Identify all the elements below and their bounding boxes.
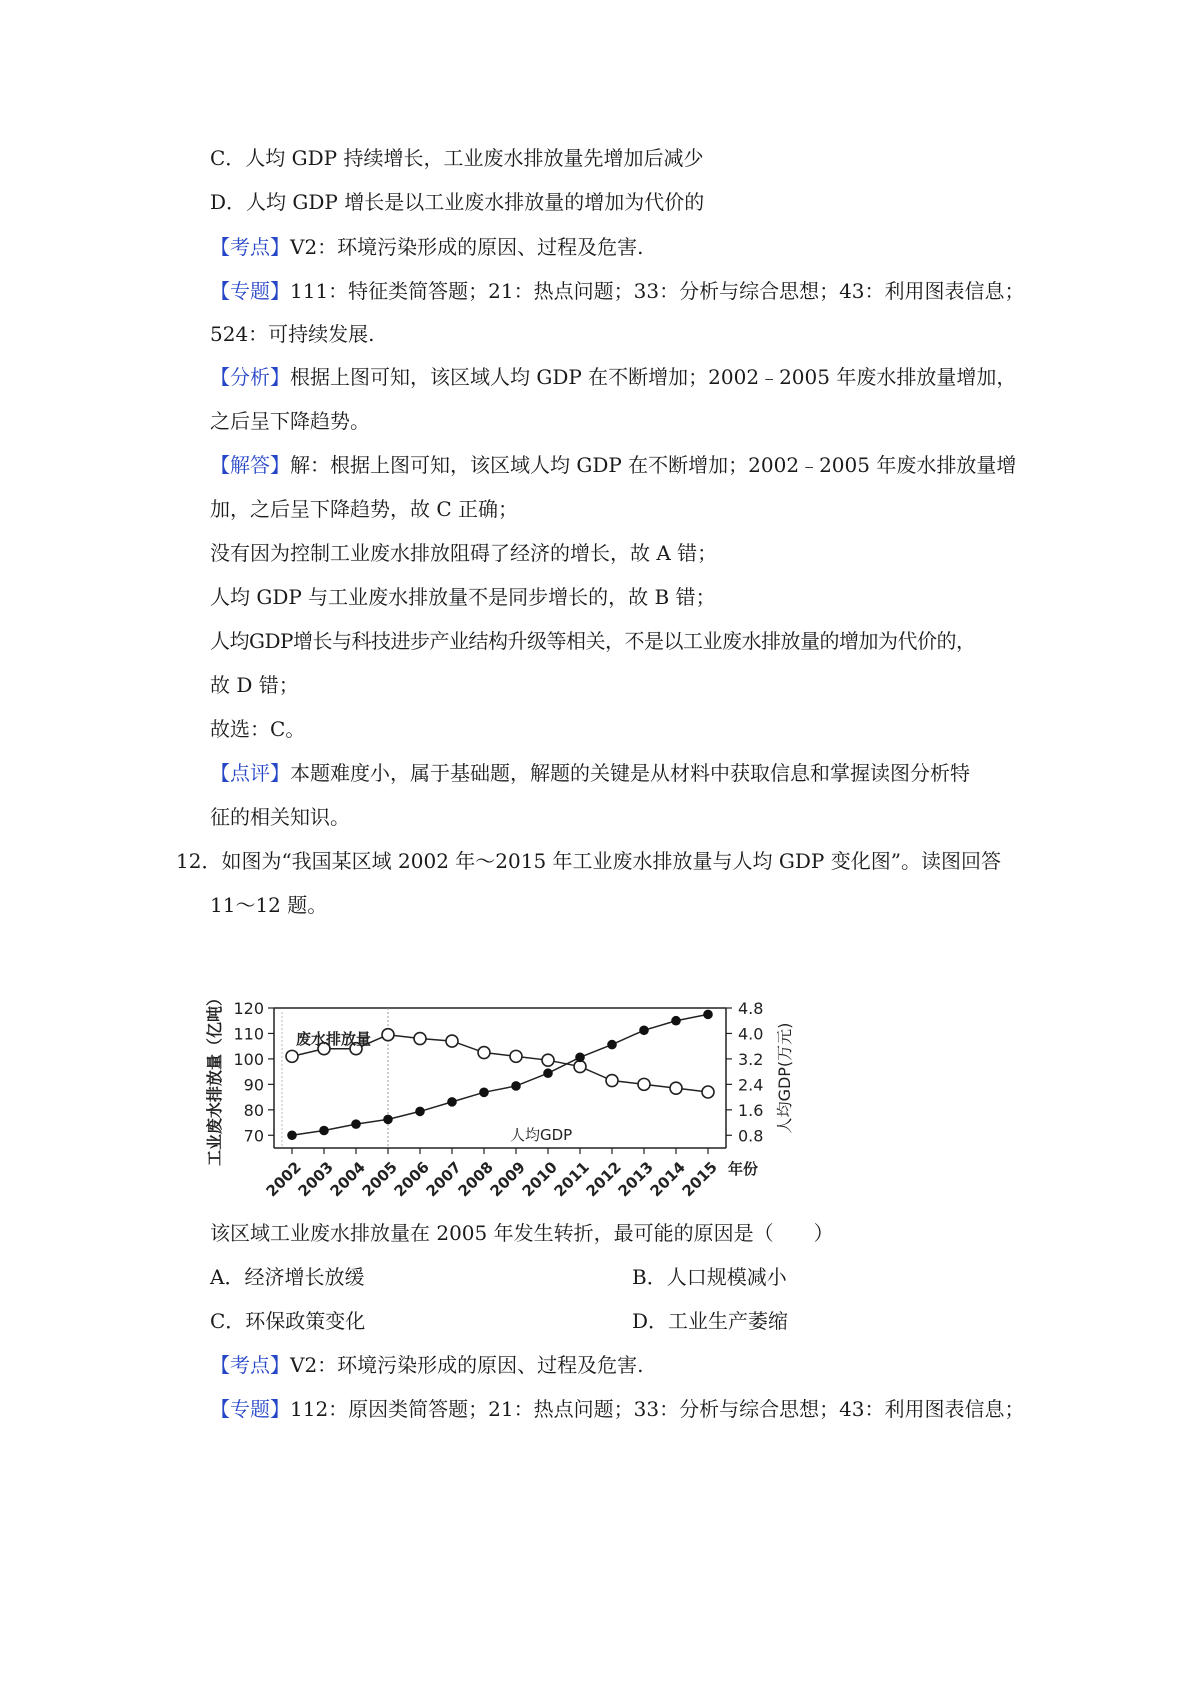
wastewater-point [478, 1047, 490, 1059]
kaodian-line-1 [210, 234, 644, 260]
wastewater-point [606, 1075, 618, 1087]
zhuanti-tag: 【专题】 [210, 1397, 290, 1421]
question-12-line-2: 11～12 题。 [210, 893, 328, 917]
question-12-stem: 该区域工业废水排放量在 2005 年发生转折，最可能的原因是（ ） [210, 1221, 834, 1245]
wastewater-annotation: 废水排放量 [296, 1030, 372, 1048]
kaodian-text: V2：环境污染形成的原因、过程及危害. [290, 1353, 644, 1377]
kaodian-tag: 【考点】 [210, 235, 290, 259]
wastewater-gdp-chart [205, 989, 860, 1236]
jieda-text: 解：根据上图可知，该区域人均 GDP 在不断增加；2002﹣2005 年废水排放量增 [290, 453, 1017, 477]
x-tick-label: 2013 [614, 1158, 657, 1201]
gdp-point [287, 1130, 297, 1140]
gdp-point [671, 1016, 681, 1026]
wastewater-point [542, 1054, 554, 1066]
wastewater-point [670, 1082, 682, 1094]
zhuanti-continuation: 524：可持续发展. [210, 322, 375, 346]
x-tick-label: 2009 [486, 1158, 529, 1201]
x-tick-label: 2015 [678, 1158, 721, 1201]
left-tick-label: 70 [243, 1126, 264, 1146]
left-tick-label: 90 [243, 1075, 264, 1095]
dianping-text: 本题难度小，属于基础题，解题的关键是从材料中获取信息和掌握读图分析特 [290, 761, 970, 785]
gdp-point [703, 1010, 713, 1020]
option-c-previous: C．人均 GDP 持续增长，工业废水排放量先增加后减少 [210, 146, 704, 170]
dianping-line [210, 760, 970, 786]
zhuanti-tag: 【专题】 [210, 279, 290, 303]
x-axis-label: 年份 [728, 1160, 759, 1178]
y-axis-left-label: 工业废水排放量（亿吨） [205, 989, 224, 1167]
zhuanti-text: 111：特征类简答题；21：热点问题；33：分析与综合思想；43：利用图表信息； [290, 279, 1025, 303]
x-tick-label: 2005 [358, 1158, 401, 1201]
fenxi-line [210, 364, 1016, 390]
dianping-continuation: 征的相关知识。 [210, 805, 350, 829]
wastewater-point [414, 1033, 426, 1045]
gdp-point [383, 1115, 393, 1125]
gdp-point [543, 1068, 553, 1078]
left-tick-label: 100 [233, 1049, 264, 1069]
jieda-tag: 【解答】 [210, 453, 290, 477]
left-tick-label: 120 [233, 999, 264, 1018]
zhuanti-text: 112：原因类简答题；21：热点问题；33：分析与综合思想；43：利用图表信息； [290, 1397, 1025, 1421]
gdp-point [511, 1081, 521, 1091]
kaodian-tag: 【考点】 [210, 1353, 290, 1377]
question-12-line-1: 12．如图为“我国某区域 2002 年～2015 年工业废水排放量与人均 GDP 变化图”。读图回答 [176, 849, 1001, 873]
jieda-option-d-1: 人均GDP增长与科技进步产业结构升级等相关，不是以工业废水排放量的增加为代价的， [210, 629, 976, 653]
right-tick-label: 3.2 [738, 1049, 764, 1069]
x-tick-label: 2007 [422, 1158, 465, 1201]
x-tick-label: 2006 [390, 1158, 433, 1201]
wastewater-point [382, 1029, 394, 1041]
x-tick-label: 2008 [454, 1158, 497, 1201]
y-axis-right-label: 人均GDP(万元) [775, 1022, 794, 1134]
left-tick-label: 80 [243, 1100, 264, 1120]
zhuanti-line-1 [210, 278, 1025, 304]
x-tick-label: 2003 [294, 1158, 337, 1201]
wastewater-point [446, 1035, 458, 1047]
option-d[interactable]: D．工业生产萎缩 [632, 1309, 789, 1333]
dianping-tag: 【点评】 [210, 761, 290, 785]
gdp-point [639, 1025, 649, 1035]
fenxi-text: 根据上图可知，该区域人均 GDP 在不断增加；2002﹣2005 年废水排放量增加， [290, 365, 1017, 389]
right-tick-label: 4.0 [738, 1024, 764, 1044]
right-tick-label: 2.4 [738, 1075, 764, 1095]
jieda-continuation: 加，之后呈下降趋势，故 C 正确； [210, 497, 519, 521]
x-tick-label: 2004 [326, 1158, 369, 1201]
gdp-point [575, 1053, 585, 1063]
x-tick-label: 2011 [550, 1158, 593, 1201]
x-tick-label: 2012 [582, 1158, 625, 1201]
right-tick-label: 4.8 [738, 999, 764, 1018]
left-tick-label: 110 [233, 1024, 264, 1044]
kaodian-line-2 [210, 1352, 644, 1378]
gdp-point [319, 1126, 329, 1136]
gdp-annotation: 人均GDP [510, 1126, 573, 1144]
option-a[interactable]: A．经济增长放缓 [210, 1265, 365, 1289]
jieda-option-a: 没有因为控制工业废水排放阻碍了经济的增长，故 A 错； [210, 541, 718, 565]
wastewater-point [510, 1050, 522, 1062]
gdp-point [415, 1107, 425, 1117]
wastewater-point [702, 1086, 714, 1098]
answer-line: 故选：C。 [210, 717, 306, 741]
x-tick-label: 2010 [518, 1158, 561, 1201]
wastewater-point [574, 1061, 586, 1073]
option-d-previous: D．人均 GDP 增长是以工业废水排放量的增加为代价的 [210, 190, 705, 214]
gdp-point [607, 1040, 617, 1050]
wastewater-point [286, 1050, 298, 1062]
wastewater-point [638, 1078, 650, 1090]
gdp-point [447, 1097, 457, 1107]
x-tick-label: 2014 [646, 1158, 689, 1201]
gdp-point [479, 1088, 489, 1098]
x-tick-label: 2002 [262, 1158, 305, 1201]
right-tick-label: 1.6 [738, 1100, 764, 1120]
fenxi-tag: 【分析】 [210, 365, 290, 389]
jieda-option-b: 人均 GDP 与工业废水排放量不是同步增长的，故 B 错； [210, 585, 716, 609]
jieda-option-d-2: 故 D 错； [210, 673, 299, 697]
option-c[interactable]: C．环保政策变化 [210, 1309, 366, 1333]
fenxi-continuation: 之后呈下降趋势。 [210, 409, 370, 433]
zhuanti-line-2 [210, 1396, 1025, 1422]
jieda-line [210, 452, 1016, 478]
right-tick-label: 0.8 [738, 1126, 764, 1146]
gdp-point [351, 1119, 361, 1129]
kaodian-text: V2：环境污染形成的原因、过程及危害. [290, 235, 644, 259]
option-b[interactable]: B．人口规模减小 [632, 1265, 787, 1289]
